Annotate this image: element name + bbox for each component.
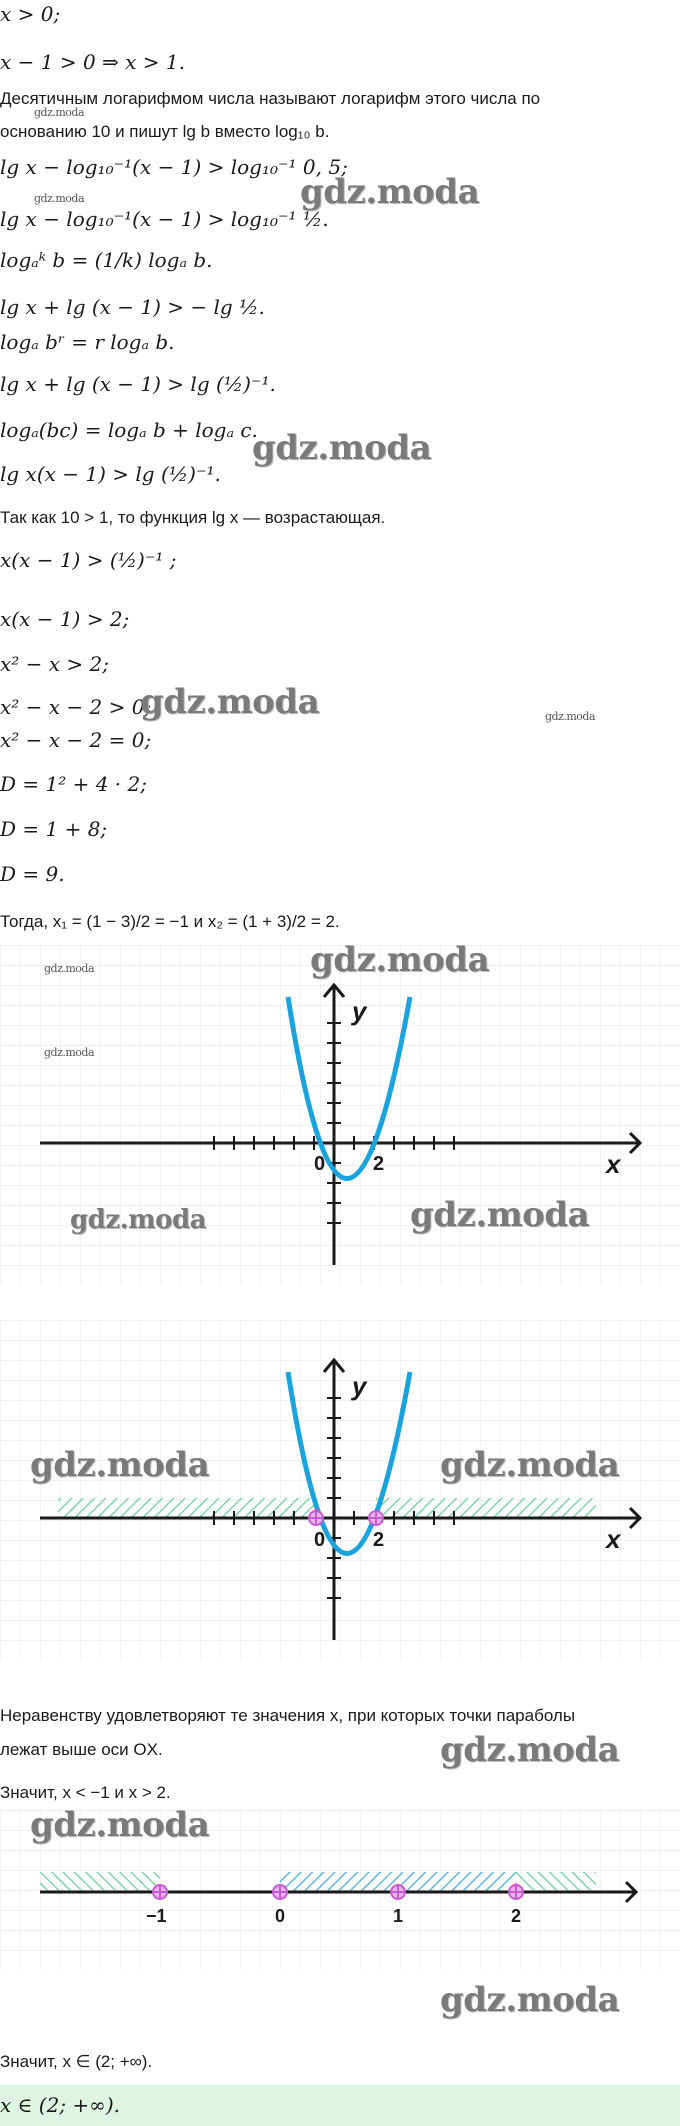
line-17: x² − x − 2 > 0; xyxy=(0,695,152,719)
explanation-line-3: Значит, x < −1 и x > 2. xyxy=(0,1783,171,1802)
graph-2-canvas xyxy=(0,1320,680,1660)
graph-1-x-label: x xyxy=(606,1149,621,1179)
graph-1-y-label: y xyxy=(352,996,367,1026)
line-7: logₐᵏ b = (1/k) logₐ b. xyxy=(0,248,213,272)
watermark: gdz.moda xyxy=(70,1205,207,1235)
line-5: lg x − log₁₀⁻¹(x − 1) > log₁₀⁻¹ 0, 5; xyxy=(0,155,348,179)
line-8: lg x + lg (x − 1) > − lg ½. xyxy=(0,295,265,319)
graph-2-hatch-right xyxy=(376,1498,596,1518)
number-line-label-minus-1: −1 xyxy=(146,1906,167,1926)
line-19: D = 1² + 4 · 2; xyxy=(0,772,147,796)
number-line-point-0 xyxy=(273,1885,287,1899)
number-line-point-1 xyxy=(391,1885,405,1899)
line-18: x² − x − 2 = 0; xyxy=(0,728,152,752)
number-line-hatch-left xyxy=(40,1872,160,1892)
watermark: gdz.moda xyxy=(252,428,432,468)
graph-2-tick-2-label: 2 xyxy=(373,1529,385,1551)
number-line-point-2 xyxy=(509,1885,523,1899)
line-9: logₐ bʳ = r logₐ b. xyxy=(0,330,175,354)
line-11: logₐ(bc) = logₐ b + logₐ c. xyxy=(0,418,258,442)
graph-1-tick-2-label: 2 xyxy=(373,1153,385,1175)
watermark: gdz.moda xyxy=(310,940,490,980)
line-3: Десятичным логарифмом числа называют логарифм этого числа по xyxy=(0,89,541,108)
graph-2-root-left xyxy=(309,1511,323,1525)
graph-2-hatch-left xyxy=(58,1498,316,1518)
number-line-hatch-right xyxy=(516,1872,596,1892)
line-14: x(x − 1) > (½)⁻¹ ; xyxy=(0,548,177,572)
line-13: Так как 10 > 1, то функция lg x — возрастающая. xyxy=(0,508,386,527)
graph-2-grid xyxy=(0,1320,680,1660)
line-2: x − 1 > 0 ⇒ x > 1. xyxy=(0,50,185,74)
line-20: D = 1 + 8; xyxy=(0,817,108,841)
number-line-label-1: 1 xyxy=(393,1906,404,1926)
graph-2-y-label: y xyxy=(352,1371,367,1401)
answer-box xyxy=(0,2085,680,2126)
number-line-label-2: 2 xyxy=(511,1906,522,1926)
watermark: gdz.moda xyxy=(30,1805,210,1845)
line-1: x > 0; xyxy=(0,2,61,26)
watermark-small: gdz.moda xyxy=(545,710,596,723)
line-15: x(x − 1) > 2; xyxy=(0,607,130,631)
number-line-label-0: 0 xyxy=(275,1906,286,1926)
answer-text: x ∈ (2; +∞). xyxy=(0,2093,120,2117)
line-4: основанию 10 и пишут lg b вместо log₁₀ b. xyxy=(0,122,330,141)
watermark: gdz.moda xyxy=(440,1445,620,1485)
watermark-small: gdz.moda xyxy=(34,192,85,205)
graph-2-origin-label: 0 xyxy=(314,1529,326,1551)
line-21: D = 9. xyxy=(0,862,65,886)
line-6: lg x − log₁₀⁻¹(x − 1) > log₁₀⁻¹ ½. xyxy=(0,207,329,231)
watermark-small: gdz.moda xyxy=(44,962,95,975)
explanation-line-1: Неравенству удовлетворяют те значения x, при которых точки параболы xyxy=(0,1706,576,1725)
line-12: lg x(x − 1) > lg (½)⁻¹. xyxy=(0,462,221,486)
watermark: gdz.moda xyxy=(410,1195,590,1235)
conclusion-text: Значит, x ∈ (2; +∞). xyxy=(0,2052,153,2071)
watermark-small: gdz.moda xyxy=(44,1046,95,1059)
number-line-point-minus-1 xyxy=(153,1885,167,1899)
watermark: gdz.moda xyxy=(30,1445,210,1485)
line-16: x² − x > 2; xyxy=(0,652,109,676)
line-10: lg x + lg (x − 1) > lg (½)⁻¹. xyxy=(0,372,276,396)
parabola-graph-2 xyxy=(0,1320,680,1660)
watermark: gdz.moda xyxy=(140,682,320,722)
watermark: gdz.moda xyxy=(300,172,480,212)
explanation-line-2: лежат выше оси OX. xyxy=(0,1740,163,1759)
graph-1-origin-label: 0 xyxy=(314,1153,326,1175)
line-22: Тогда, x₁ = (1 − 3)/2 = −1 и x₂ = (1 + 3)/2 = 2. xyxy=(0,912,340,931)
graph-2-root-right xyxy=(369,1511,383,1525)
graph-2-x-label: x xyxy=(606,1524,621,1554)
watermark: gdz.moda xyxy=(440,1980,620,2020)
watermark-small: gdz.moda xyxy=(34,106,85,119)
watermark: gdz.moda xyxy=(440,1730,620,1770)
